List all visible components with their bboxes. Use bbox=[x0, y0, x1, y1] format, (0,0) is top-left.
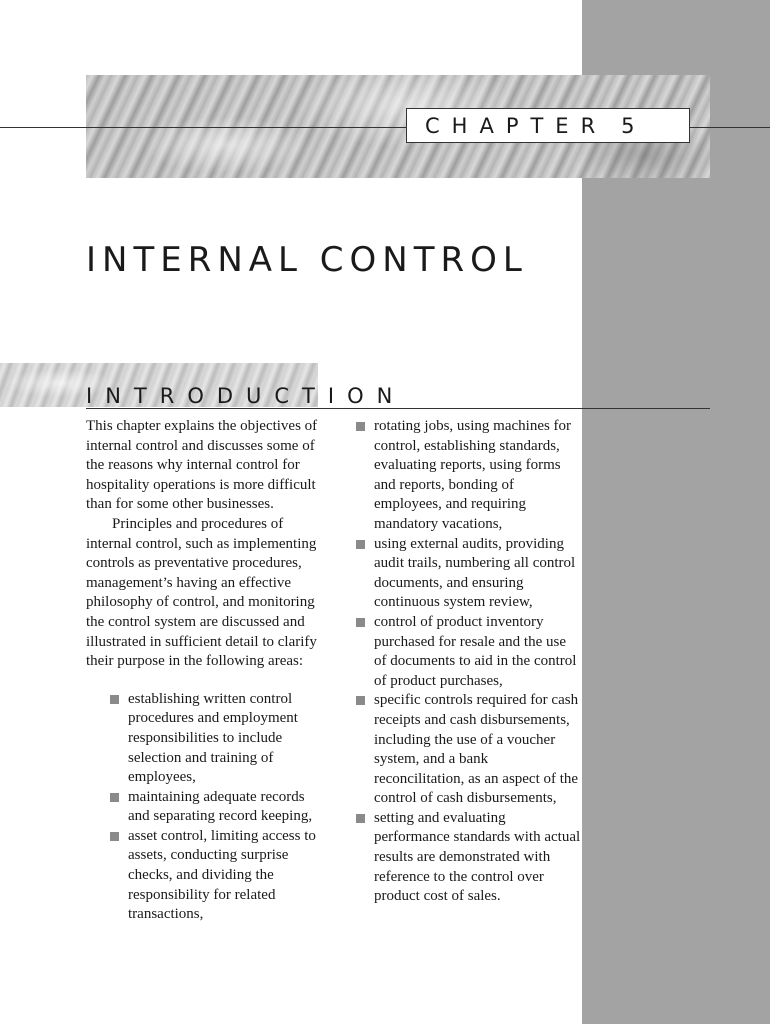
square-bullet-icon bbox=[110, 832, 119, 841]
list-item-text: specific controls required for cash receipts and cash disbursements, including the use of a voucher system, and a bank reconcilitation, as an aspect of the control of cash disbursements, bbox=[374, 692, 579, 807]
square-bullet-icon bbox=[356, 814, 365, 823]
list-item bbox=[110, 827, 326, 925]
square-bullet-icon bbox=[110, 793, 119, 802]
intro-paragraph-1: This chapter explains the objectives of internal control and discusses some of the reasons why internal control for hospitality operations is more difficult than for some other businesses. bbox=[86, 418, 318, 513]
square-bullet-icon bbox=[356, 540, 365, 549]
square-bullet-icon bbox=[356, 422, 365, 431]
list-item bbox=[356, 417, 582, 535]
left-column bbox=[86, 417, 326, 925]
list-item bbox=[356, 809, 582, 907]
chapter-word: CHAPTER bbox=[425, 113, 608, 138]
list-item-text: using external audits, providing audit trails, numbering all control documents, and ensuring continuous system review, bbox=[374, 535, 576, 611]
list-item-text: setting and evaluating performance standards with actual results are demonstrated with reference to the control over product cost of sales. bbox=[374, 809, 581, 905]
intro-paragraph-2: Principles and procedures of internal control, such as implementing controls as preventative procedures, management’s having an effective philosophy of control, and monitoring the control system are discussed and illustrated in sufficient detail to clarify their purpose in the following areas: bbox=[86, 515, 317, 670]
square-bullet-icon bbox=[356, 618, 365, 627]
list-item-text: asset control, limiting access to assets, conducting surprise checks, and dividing the responsibility for related transactions, bbox=[128, 827, 316, 923]
list-item-text: rotating jobs, using machines for control, establishing standards, evaluating reports, using forms and reports, bonding of employees, and requiring mandatory vacations, bbox=[374, 418, 572, 532]
right-column bbox=[356, 417, 582, 907]
chapter-label-box bbox=[406, 108, 690, 143]
list-item bbox=[356, 613, 582, 691]
chapter-number: 5 bbox=[621, 113, 635, 138]
list-item bbox=[110, 788, 326, 827]
list-item bbox=[110, 690, 326, 788]
list-item bbox=[356, 535, 582, 613]
list-item-text: establishing written control procedures and employment responsibilities to include selection and training of employees, bbox=[128, 690, 298, 786]
list-item bbox=[356, 691, 582, 809]
list-item-text: control of product inventory purchased for resale and the use of documents to aid in the control of product purchases, bbox=[374, 613, 577, 689]
list-item-text: maintaining adequate records and separating record keeping, bbox=[128, 788, 313, 825]
square-bullet-icon bbox=[110, 695, 119, 704]
section-heading: INTRODUCTION bbox=[86, 384, 406, 408]
section-rule bbox=[86, 408, 710, 409]
bullet-list-right bbox=[356, 417, 582, 907]
chapter-title: INTERNAL CONTROL bbox=[86, 240, 528, 280]
bullet-list-left bbox=[86, 690, 326, 925]
square-bullet-icon bbox=[356, 696, 365, 705]
